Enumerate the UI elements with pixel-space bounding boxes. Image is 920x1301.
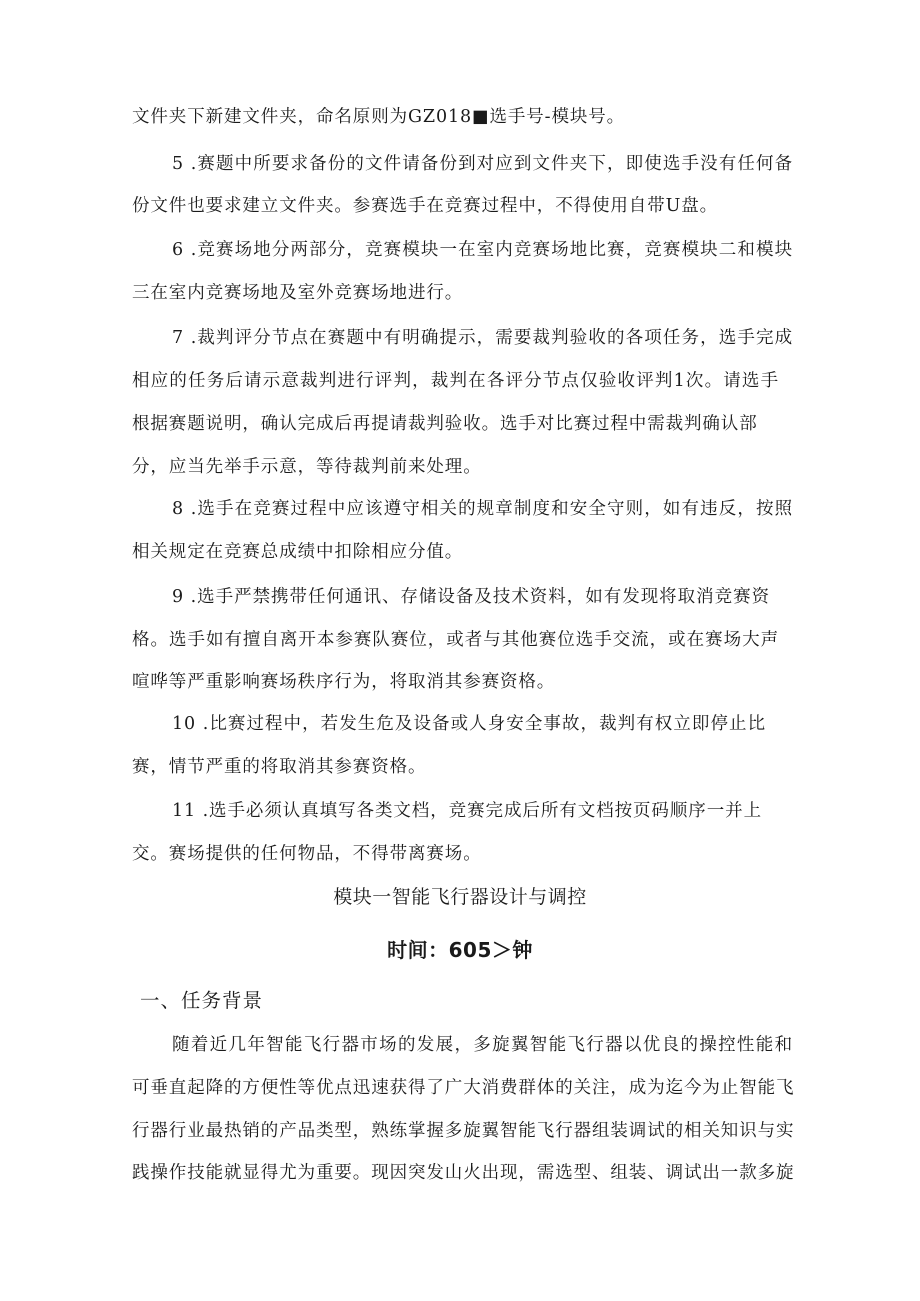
section-heading-task-background: 一、任务背景 [140,989,264,1012]
module-time: 时间：605＞钟 [387,938,533,962]
rule-9-line-3: 喧哗等严重影响赛场秩序行为，将取消其参赛资格。 [132,672,556,692]
rule-7-line-1: 7 .裁判评分节点在赛题中有明确提示，需要裁判验收的各项任务，选手完成 [172,328,793,348]
rule-7-line-3: 根据赛题说明，确认完成后再提请裁判验收。选手对比赛过程中需裁判确认部 [132,414,758,434]
rule-10-line-1: 10 .比赛过程中，若发生危及设备或人身安全事故，裁判有权立即停止比 [172,714,766,734]
rule-8-line-2: 相关规定在竞赛总成绩中扣除相应分值。 [132,542,464,562]
rule-9-line-1: 9 .选手严禁携带任何通讯、存储设备及技术资料，如有发现将取消竞赛资 [172,587,770,607]
rule-5-line-2: 份文件也要求建立文件夹。参赛选手在竞赛过程中，不得使用自带U盘。 [132,196,719,216]
rule-4-continuation: 文件夹下新建文件夹，命名原则为GZ018■选手号-模块号。 [132,107,626,127]
rule-11-line-2: 交。赛场提供的任何物品，不得带离赛场。 [132,844,482,864]
rule-7-line-4: 分，应当先举手示意，等待裁判前来处理。 [132,457,482,477]
rule-5-line-1: 5 .赛题中所要求备份的文件请备份到对应到文件夹下，即使选手没有任何备 [172,154,793,174]
rule-10-line-2: 赛，情节严重的将取消其参赛资格。 [132,757,427,777]
rule-7-line-2: 相应的任务后请示意裁判进行评判，裁判在各评分节点仅验收评判1次。请选手 [132,371,779,391]
rule-11-line-1: 11 .选手必须认真填写各类文档，竞赛完成后所有文档按页码顺序一并上 [172,801,762,821]
background-line-4: 践操作技能就显得尤为重要。现因突发山火出现，需选型、组装、调试出一款多旋 [132,1163,795,1183]
module-title: 模块一智能飞行器设计与调控 [333,886,587,908]
rule-9-line-2: 格。选手如有擅自离开本参赛队赛位，或者与其他赛位选手交流，或在赛场大声 [132,630,779,650]
rule-8-line-1: 8 .选手在竞赛过程中应该遵守相关的规章制度和安全守则，如有违反，按照 [172,499,793,519]
rule-6-line-1: 6 .竞赛场地分两部分，竞赛模块一在室内竞赛场地比赛，竞赛模块二和模块 [172,240,793,260]
background-line-3: 行器行业最热销的产品类型，熟练掌握多旋翼智能飞行器组装调试的相关知识与实 [132,1121,795,1141]
background-line-2: 可垂直起降的方便性等优点迅速获得了广大消费群体的关注，成为迄今为止智能飞 [132,1078,795,1098]
background-line-1: 随着近几年智能飞行器市场的发展，多旋翼智能飞行器以优良的操控性能和 [172,1035,793,1055]
rule-6-line-2: 三在室内竞赛场地及室外竞赛场地进行。 [132,283,464,303]
